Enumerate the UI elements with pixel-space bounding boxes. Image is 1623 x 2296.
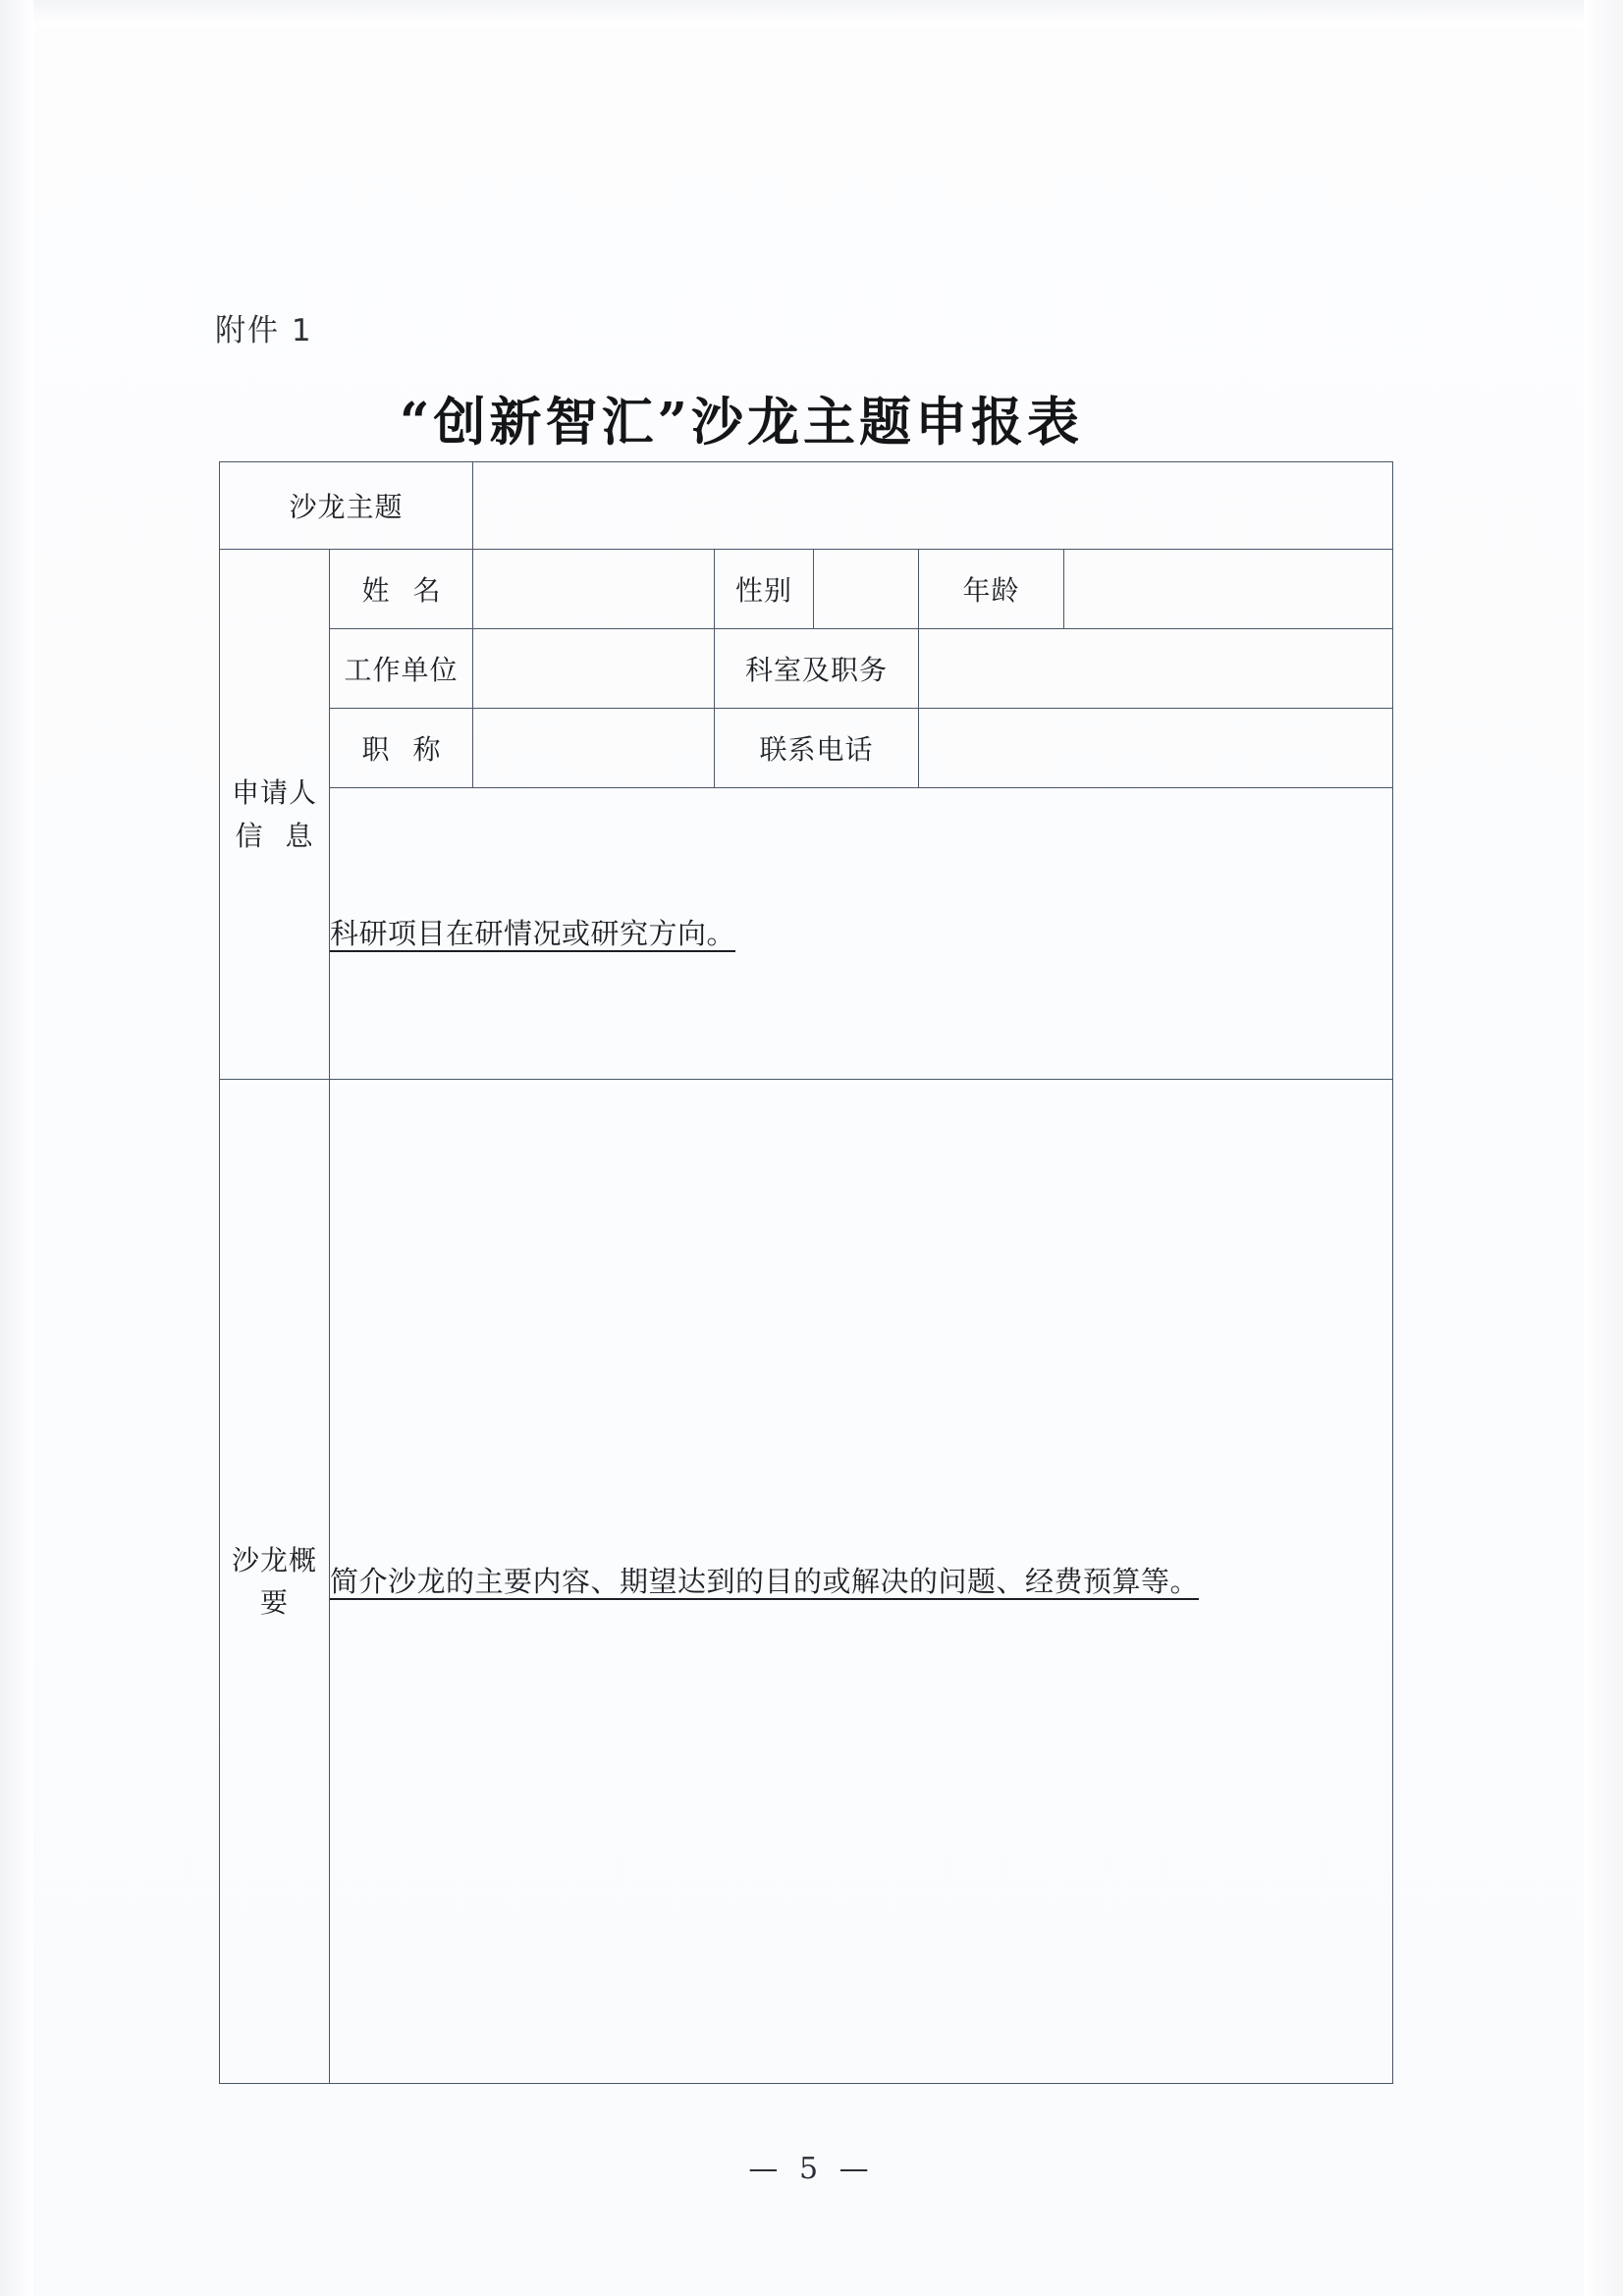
table-row-workplace	[220, 629, 1393, 709]
scan-edge-left	[0, 0, 33, 2296]
label-age: 年龄	[919, 550, 1064, 629]
label-salon-summary: 沙龙概要	[220, 1080, 330, 2084]
application-form-table	[219, 461, 1393, 2084]
label-applicant-info-line1: 申请人	[231, 776, 317, 810]
label-applicant-info-line2-b: 息	[285, 819, 314, 852]
table-row-research-note	[220, 788, 1393, 1080]
attachment-label: 附件 1	[215, 313, 313, 348]
note-salon-summary: 简介沙龙的主要内容、期望达到的目的或解决的问题、经费预算等。	[330, 1564, 1200, 1598]
page-title: “创新智汇”沙龙主题申报表	[400, 392, 1083, 453]
label-applicant-info	[220, 550, 330, 1080]
label-name	[330, 550, 473, 629]
table-row-topic	[220, 462, 1393, 550]
label-contact-phone: 联系电话	[715, 709, 919, 788]
label-name-b: 名	[412, 574, 441, 607]
label-gender: 性别	[715, 550, 814, 629]
label-professional-title-a: 职	[361, 733, 390, 766]
page-number: — 5 —	[748, 2152, 875, 2186]
table-row-name	[220, 550, 1393, 629]
field-work-unit[interactable]	[473, 629, 715, 709]
note-research-direction: 科研项目在研情况或研究方向。	[330, 916, 736, 950]
label-name-a: 姓	[361, 574, 390, 607]
field-gender[interactable]	[814, 550, 919, 629]
field-professional-title[interactable]	[473, 709, 715, 788]
field-contact-phone[interactable]	[919, 709, 1393, 788]
field-name[interactable]	[473, 550, 715, 629]
scan-edge-top	[0, 0, 1623, 26]
label-professional-title	[330, 709, 473, 788]
label-applicant-info-line2-a: 信	[235, 819, 264, 852]
label-work-unit: 工作单位	[330, 629, 473, 709]
label-applicant-info-line2	[220, 815, 329, 857]
label-department-position: 科室及职务	[715, 629, 919, 709]
label-professional-title-b: 称	[412, 733, 441, 766]
table-row-title-phone	[220, 709, 1393, 788]
field-age[interactable]	[1064, 550, 1393, 629]
field-salon-summary[interactable]	[330, 1080, 1393, 2084]
table-row-salon-summary	[220, 1080, 1393, 2084]
scan-edge-right	[1584, 0, 1623, 2296]
field-salon-topic[interactable]	[473, 462, 1393, 550]
field-research-direction[interactable]	[330, 788, 1393, 1080]
field-department-position[interactable]	[919, 629, 1393, 709]
label-salon-topic: 沙龙主题	[220, 462, 473, 550]
